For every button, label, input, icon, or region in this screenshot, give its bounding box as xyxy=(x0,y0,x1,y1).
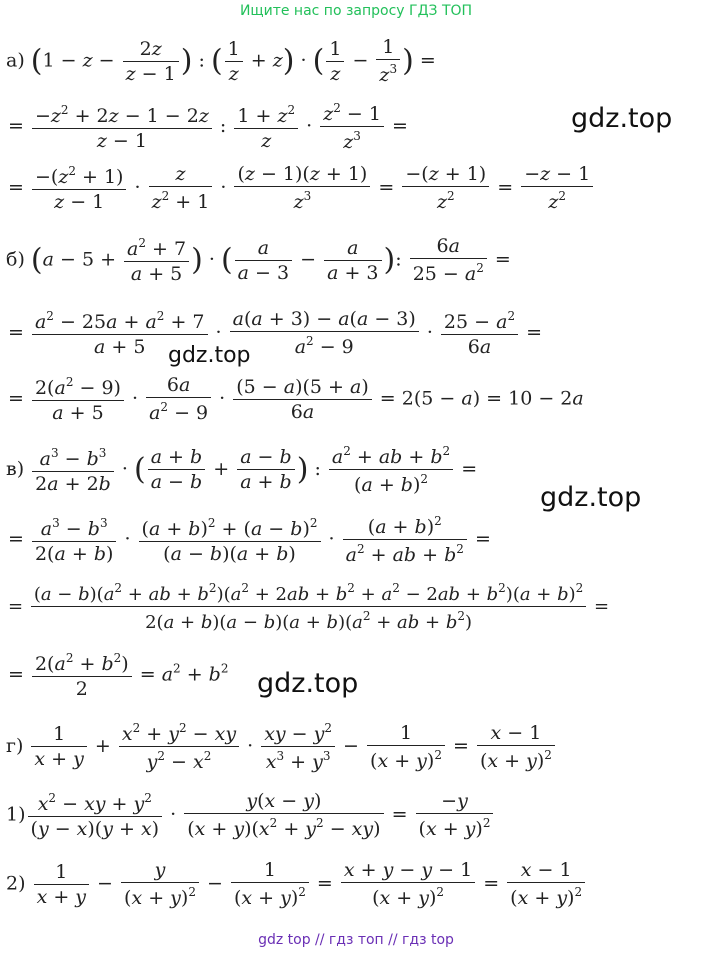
footer-links: gdz top // гдз топ // гдз top xyxy=(258,932,454,948)
label-v: в) xyxy=(6,458,25,480)
label-step2: 2) xyxy=(6,872,26,895)
watermark: gdz.top xyxy=(571,103,673,134)
watermark: gdz.top xyxy=(540,482,642,513)
math-line-v3: = $\frac{(a - b)(a^2 + ab + b^2)(a^2 + 2ab + b^2 + a^2 - 2ab + b^2)(a + b)^2}{2(a + b)(a - b)(a + b)(a^2 + ab + b^2)}$ = xyxy=(8,581,610,633)
math-line-a3: = $\frac{-(z^2 + 1)}{z - 1}$ · $\frac{z}{z^2 + 1}$ · $\frac{(z - 1)(z + 1)}{z^3}$ = $\frac{-(z + 1)}{z^2}$ = $\frac{-z - 1}{z^2}$ xyxy=(8,165,595,212)
label-g: г) xyxy=(6,735,24,757)
math-line-a2: = $\frac{-z^2 + 2z - 1 - 2z}{z - 1}$ : $\frac{1 + z^2}{z}$ · $\frac{z^2 - 1}{z^3}$ = xyxy=(8,101,408,153)
watermark: gdz.top xyxy=(168,343,251,368)
label-b: б) xyxy=(6,248,25,271)
math-line-v1: в) $\frac{a^3 - b^3}{2a + 2b}$ · ( $\frac{a + b}{a - b}$ + $\frac{a - b}{a + b}$ ) : $\frac{a^2 + ab + b^2}{(a + b)^2}$ = xyxy=(6,444,478,496)
math-line-b3: = $\frac{2(a^2 - 9)}{a + 5}$ · $\frac{6a}{a^2 - 9}$ · $\frac{(5 - a)(5 + a)}{6a}$ = 2(5 − a) = 10 − 2a xyxy=(8,374,584,424)
math-line-g1: г) $\frac{1}{x + y}$ + $\frac{x^2 + y^2 - xy}{y^2 - x^2}$ · $\frac{xy - y^2}{x^3 + y^3}$ − $\frac{1}{(x + y)^2}$ = $\frac{x - 1}{(x + y)^2}$ xyxy=(6,722,557,772)
label-step1: 1) xyxy=(6,803,26,826)
search-banner: Ищите нас по запросу ГДЗ ТОП xyxy=(239,3,473,19)
watermark: gdz.top xyxy=(257,668,359,699)
math-line-b2: = $\frac{a^2 - 25a + a^2 + 7}{a + 5}$ · $\frac{a(a + 3) - a(a - 3)}{a^2 - 9}$ · $\frac{25 - a^2}{6a}$ = xyxy=(8,308,543,358)
math-line-v4: = $\frac{2(a^2 + b^2)}{2}$ = $a^2 + b^2$ xyxy=(8,651,229,700)
label-a: а) xyxy=(6,49,25,72)
math-line-g2: 1) $\frac{x^2 - xy + y^2}{(y - x)(y + x)}$ · $\frac{y(x - y)}{(x + y)(x^2 + y^2 - xy)}$ = $\frac{-y}{(x + y)^2}$ xyxy=(6,792,495,839)
math-line-a1: а) (1 − z − $\frac{2z}{z - 1}$ ) : ( $\frac{1}{z}$ + z) · ( $\frac{1}{z}$ − $\frac{1}{z^3}$ ) = xyxy=(6,36,436,86)
math-line-b1: б) (a − 5 + $\frac{a^2 + 7}{a + 5}$ ) · ( $\frac{a}{a - 3}$ − $\frac{a}{a + 3}$ ): $\frac{6a}{25 - a^2}$ = xyxy=(6,235,511,285)
math-line-g3: 2) $\frac{1}{x + y}$ − $\frac{y}{(x + y)^2}$ − $\frac{1}{(x + y)^2}$ = $\frac{x + y - y - 1}{(x + y)^2}$ = $\frac{x - 1}{(x + y)^2}$ xyxy=(6,861,587,908)
math-line-v2: = $\frac{a^3 - b^3}{2(a + b)}$ · $\frac{(a + b)^2 + (a - b)^2}{(a - b)(a + b)}$ · $\frac{(a + b)^2}{a^2 + ab + b^2}$ = xyxy=(8,514,491,566)
